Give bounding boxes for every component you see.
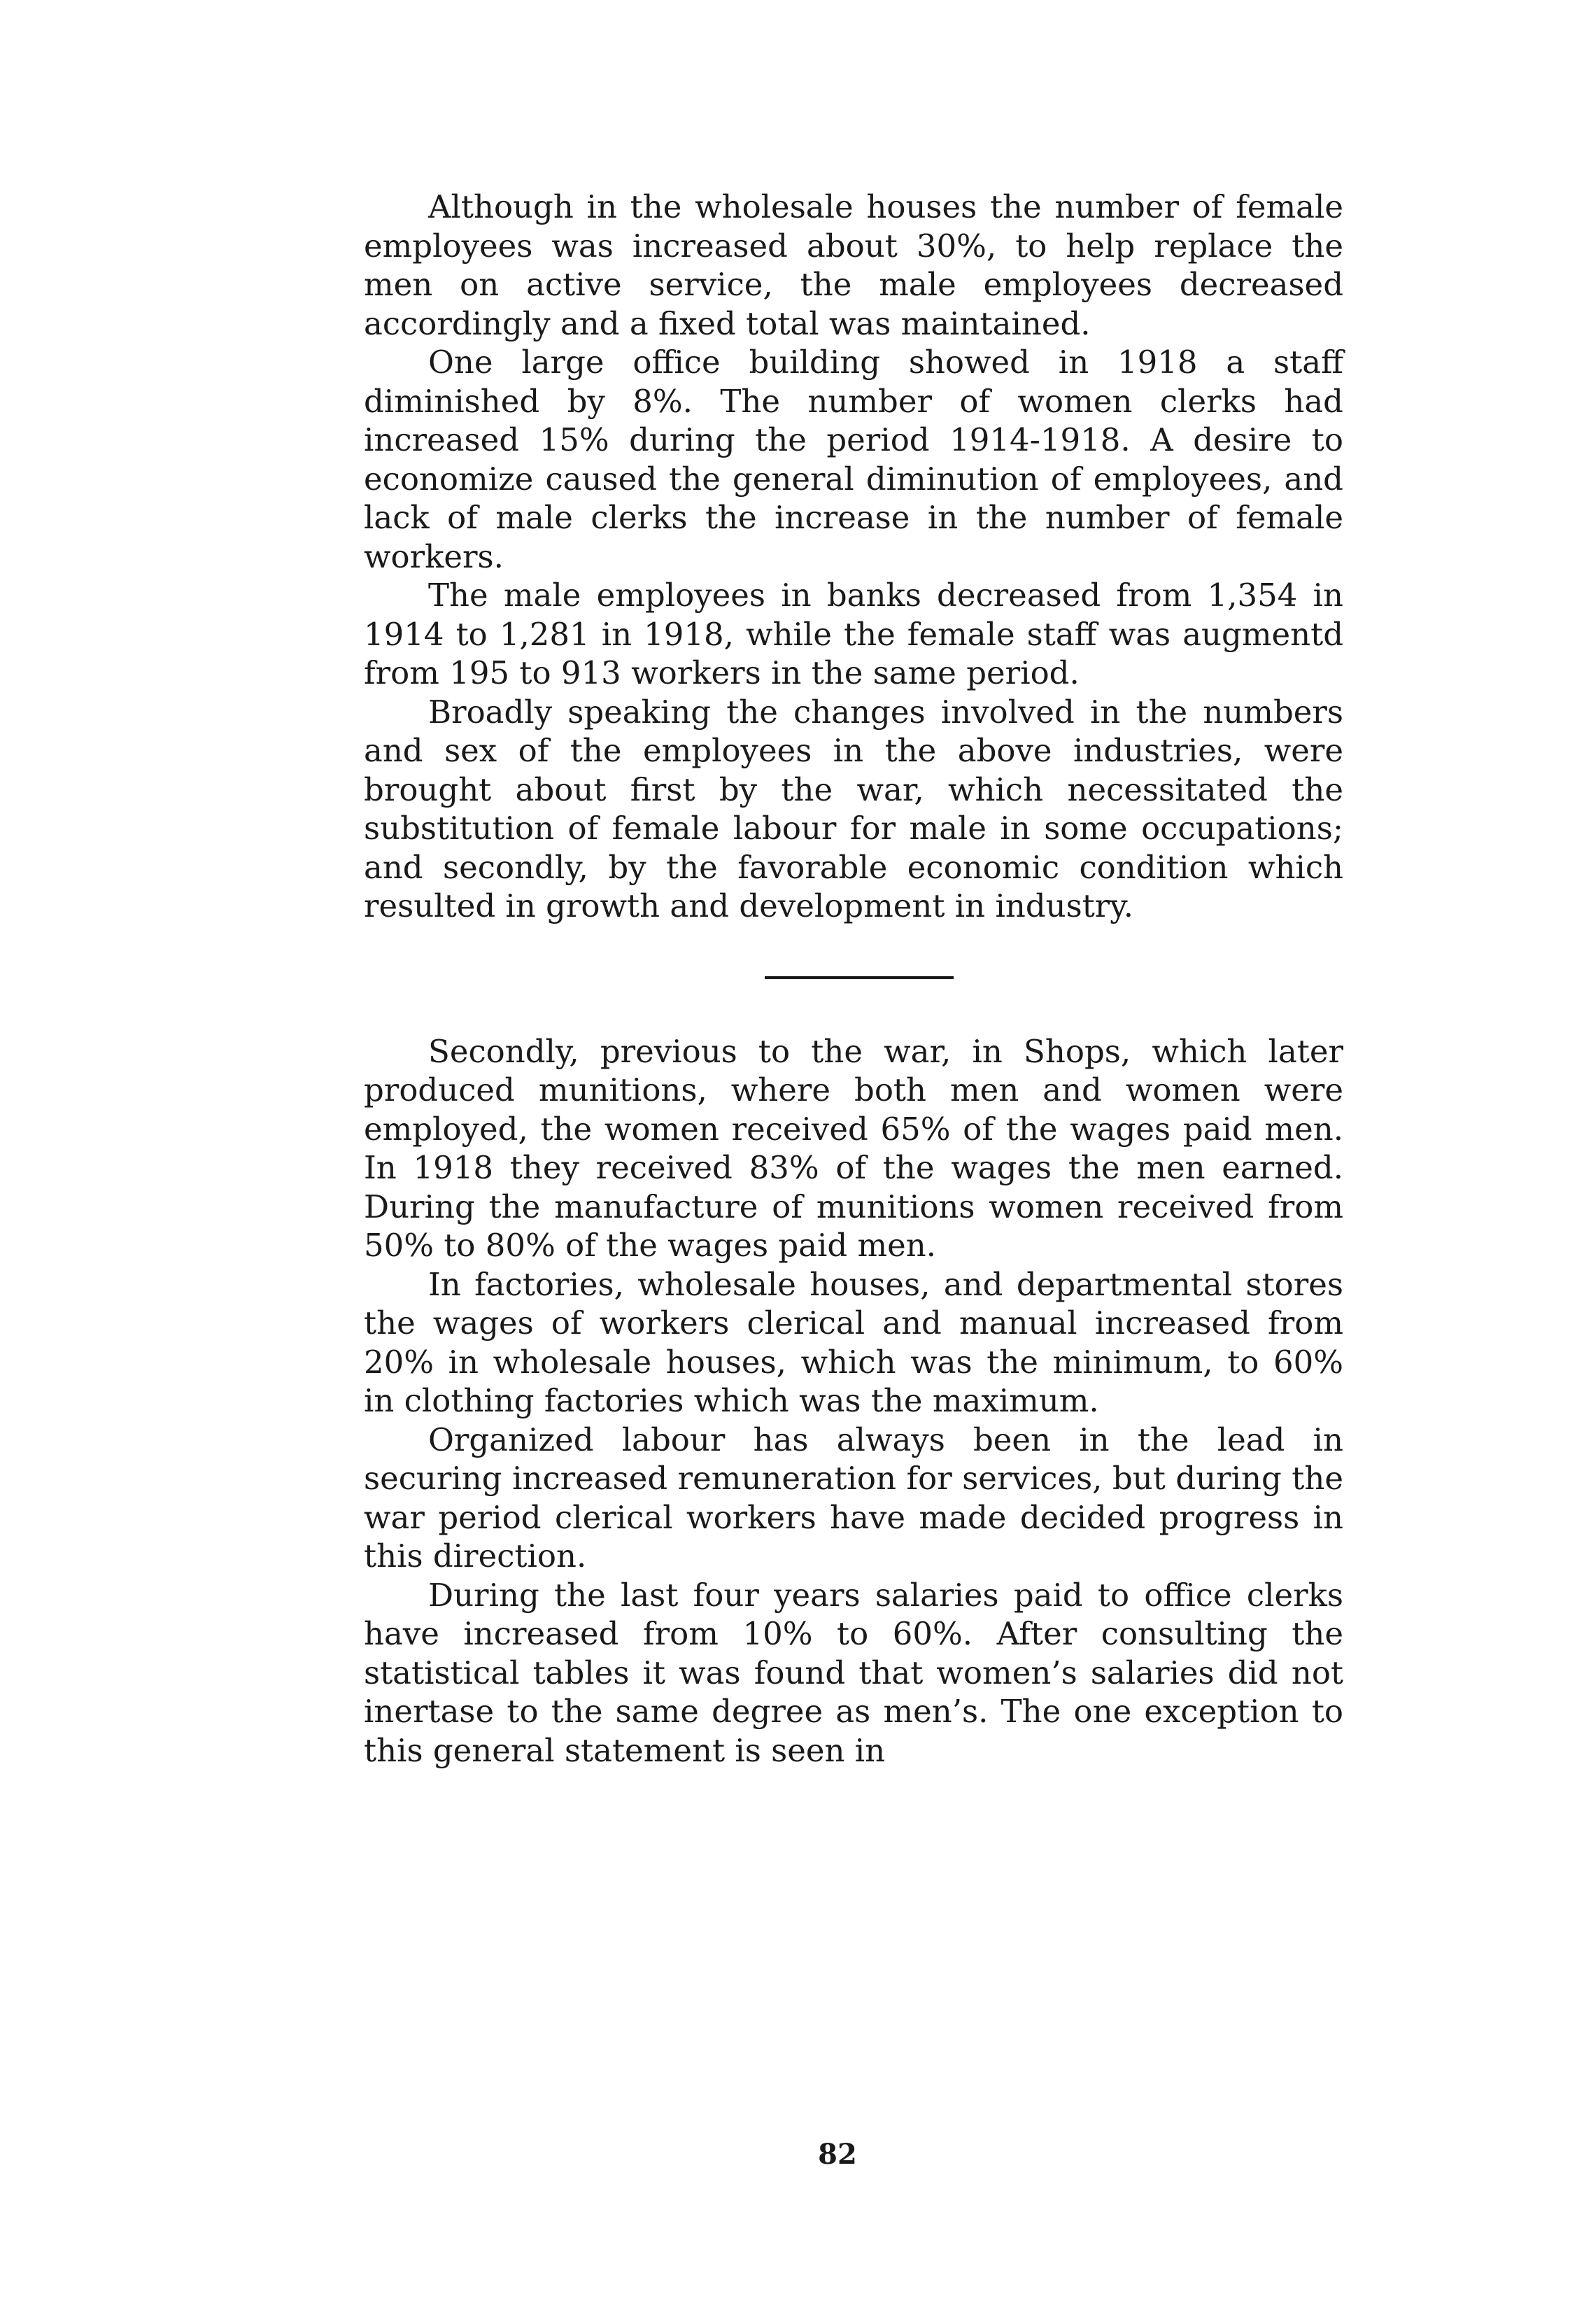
paragraph-wholesale-houses: Although in the wholesale houses the number of female employees was increased about 30%, to help replace the men on active service, the male employees decreased accordingly and a fixed total was maintained.	[364, 188, 1343, 342]
page-body	[364, 188, 1343, 1770]
paragraph-office-clerk-salaries: During the last four years salaries paid to office clerks have increased from 10% to 60%. After consulting the statistical tables it was found that women’s salaries did not inertase to the same degree as men’s. The one exception to this general statement is seen in	[364, 1576, 1343, 1769]
section-divider	[765, 976, 954, 979]
page-number: 82	[818, 2138, 857, 2171]
section-wages	[364, 1032, 1343, 1770]
paragraph-broadly-speaking: Broadly speaking the changes involved in the numbers and sex of the employees in the above industries, were brought about first by the war, which necessitated the substitution of female labour for male in some occupations; and secondly, by the favorable economic condition which resulted in growth and development in industry.	[364, 693, 1343, 924]
paragraph-organized-labour: Organized labour has always been in the lead in securing increased remuneration for services, but during the war period clerical workers have made decided progress in this direction.	[364, 1421, 1343, 1575]
paragraph-munitions-shops: Secondly, previous to the war, in Shops, which later produced munitions, where both men and women were employed, the women received 65% of the wages paid men. In 1918 they received 83% of the wages the men earned. During the manufacture of munitions women received from 50% to 80% of the wages paid men.	[364, 1032, 1343, 1264]
paragraph-banks: The male employees in banks decreased from 1,354 in 1914 to 1,281 in 1918, while the female staff was augmentd from 195 to 913 workers in the same period.	[364, 577, 1343, 691]
section-wholesale-offices-banks	[364, 188, 1343, 926]
paragraph-factories-wages: In factories, wholesale houses, and departmental stores the wages of workers clerical and manual increased from 20% in wholesale houses, which was the minimum, to 60% in clothing factories which was the maximum.	[364, 1265, 1343, 1419]
paragraph-office-building: One large office building showed in 1918 a staff diminished by 8%. The number of women clerks had increased 15% during the period 1914-1918. A desire to economize caused the general diminution of employees, and lack of male clerks the increase in the number of female workers.	[364, 344, 1343, 575]
